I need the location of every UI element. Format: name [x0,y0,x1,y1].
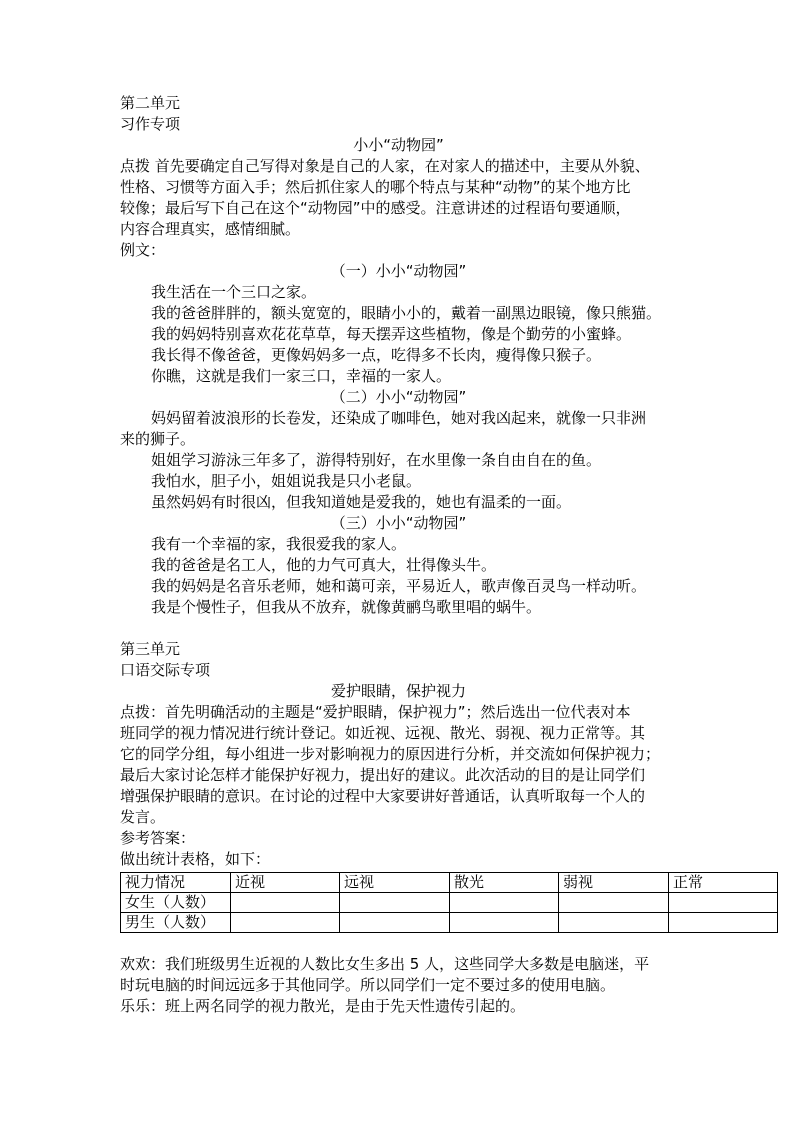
table-row [121,913,778,933]
unit2-tip-line: 内容合理真实，感情细腻。 [120,220,301,238]
essay-paragraph: 我是个慢性子，但我从不放弃，就像黄鹂鸟歌里唱的蜗牛。 [151,598,542,616]
table-cell [231,913,340,933]
essay-paragraph: 姐姐学习游泳三年多了，游得特别好，在水里像一条自由自在的鱼。 [151,451,602,469]
table-cell [669,913,778,933]
essay-paragraph: 我有一个幸福的家，我很爱我的家人。 [151,535,407,553]
table-header-cell: 远视 [340,873,450,893]
essay-title: （二）小小“动物园” [330,388,467,406]
unit3-tip-line: 发言。 [120,808,166,826]
conclusion-line: 乐乐：班上两名同学的视力散光，是由于先天性遗传引起的。 [120,997,526,1015]
essay-paragraph: 我生活在一个三口之家。 [151,283,317,301]
unit3-tip-line: 班同学的视力情况进行统计登记。如近视、远视、散光、弱视、视力正常等。其 [120,724,646,742]
table-row [121,893,778,913]
answer-label: 参考答案： [120,829,196,847]
essay-paragraph: 我的妈妈特别喜欢花花草草，每天摆弄这些植物，像是个勤劳的小蜜蜂。 [151,325,632,343]
unit3-subheading: 口语交际专项 [120,661,211,679]
table-cell [559,913,669,933]
table-header-cell: 弱视 [559,873,669,893]
essay-paragraph: 我怕水，胆子小，姐姐说我是只小老鼠。 [151,472,422,490]
section-spacer [120,618,677,639]
essay-2 [120,387,677,513]
unit2-tip-line: 性格、习惯等方面入手；然后抓住家人的哪个特点与某种“动物”的某个地方比 [120,178,631,196]
table-cell [340,913,450,933]
essay-paragraph: 虽然妈妈有时很凶，但我知道她是爱我的，她也有温柔的一面。 [151,493,572,511]
unit3-tip-line: 增强保护眼睛的意识。在讨论的过程中大家要讲好普通话，认真听取每一个人的 [120,787,646,805]
table-intro: 做出统计表格，如下： [120,850,271,868]
unit3-tip-line: 它的同学分组，每小组进一步对影响视力的原因进行分析，并交流如何保护视力； [120,745,661,763]
essay-paragraph: 我长得不像爸爸，更像妈妈多一点，吃得多不长肉，瘦得像只猴子。 [151,346,602,364]
unit3-title: 爱护眼睛，保护视力 [330,682,466,700]
document-page [120,93,704,1017]
essay-title: （三）小小“动物园” [330,514,467,532]
unit3-tip-line: 最后大家讨论怎样才能保护好视力，提出好的建议。此次活动的目的是让同学们 [120,766,646,784]
unit3-heading: 第三单元 [120,640,181,658]
essay-paragraph: 妈妈留着波浪形的长卷发，还染成了咖啡色，她对我凶起来，就像一只非洲 [151,409,647,427]
table-cell: 男生（人数） [121,913,231,933]
table-header-cell: 近视 [231,873,340,893]
unit2-title: 小小“动物园” [353,136,444,154]
table-header-cell: 视力情况 [121,873,231,893]
unit2-subheading: 习作专项 [120,115,181,133]
conclusion-line: 时玩电脑的时间远远多于其他同学。所以同学们一定不要过多的使用电脑。 [120,976,616,994]
unit2-tip-line: 点拨 首先要确定自己写得对象是自己的人家，在对家人的描述中，主要从外貌、 [120,157,650,175]
essay-3 [120,513,677,618]
conclusion [120,954,677,1017]
table-header-cell: 正常 [669,873,778,893]
conclusion-line: 欢欢：我们班级男生近视的人数比女生多出 5 人，这些同学大多数是电脑迷，平 [120,955,650,973]
vision-statistics-table [120,872,778,933]
table-cell: 女生（人数） [121,893,231,913]
table-cell [559,893,669,913]
essay-paragraph: 你瞧，这就是我们一家三口，幸福的一家人。 [151,367,452,385]
essay-paragraph: 我的爸爸是名工人，他的力气可真大，壮得像头牛。 [151,556,497,574]
unit2-heading: 第二单元 [120,94,181,112]
example-label: 例文： [120,241,166,259]
table-spacer [120,933,677,954]
unit3-tip [120,702,677,828]
table-cell [669,893,778,913]
table-cell [450,893,559,913]
essay-paragraph-continued: 来的狮子。 [120,430,196,448]
essay-title: （一）小小“动物园” [330,262,467,280]
essay-paragraph: 我的妈妈是名音乐老师，她和蔼可亲，平易近人，歌声像百灵鸟一样动听。 [151,577,647,595]
table-header-cell: 散光 [450,873,559,893]
essay-paragraph: 我的爸爸胖胖的，额头宽宽的，眼睛小小的，戴着一副黑边眼镜，像只熊猫。 [151,304,662,322]
unit2-tip [120,156,677,240]
unit2-tip-line: 较像；最后写下自己在这个“动物园”中的感受。注意讲述的过程语句要通顺， [120,199,631,217]
table-cell [450,913,559,933]
table-cell [231,893,340,913]
table-cell [340,893,450,913]
essay-1 [120,261,677,387]
unit3-tip-line: 点拨：首先明确活动的主题是“爱护眼睛，保护视力”；然后选出一位代表对本 [120,703,631,721]
table-header-row [121,873,778,893]
